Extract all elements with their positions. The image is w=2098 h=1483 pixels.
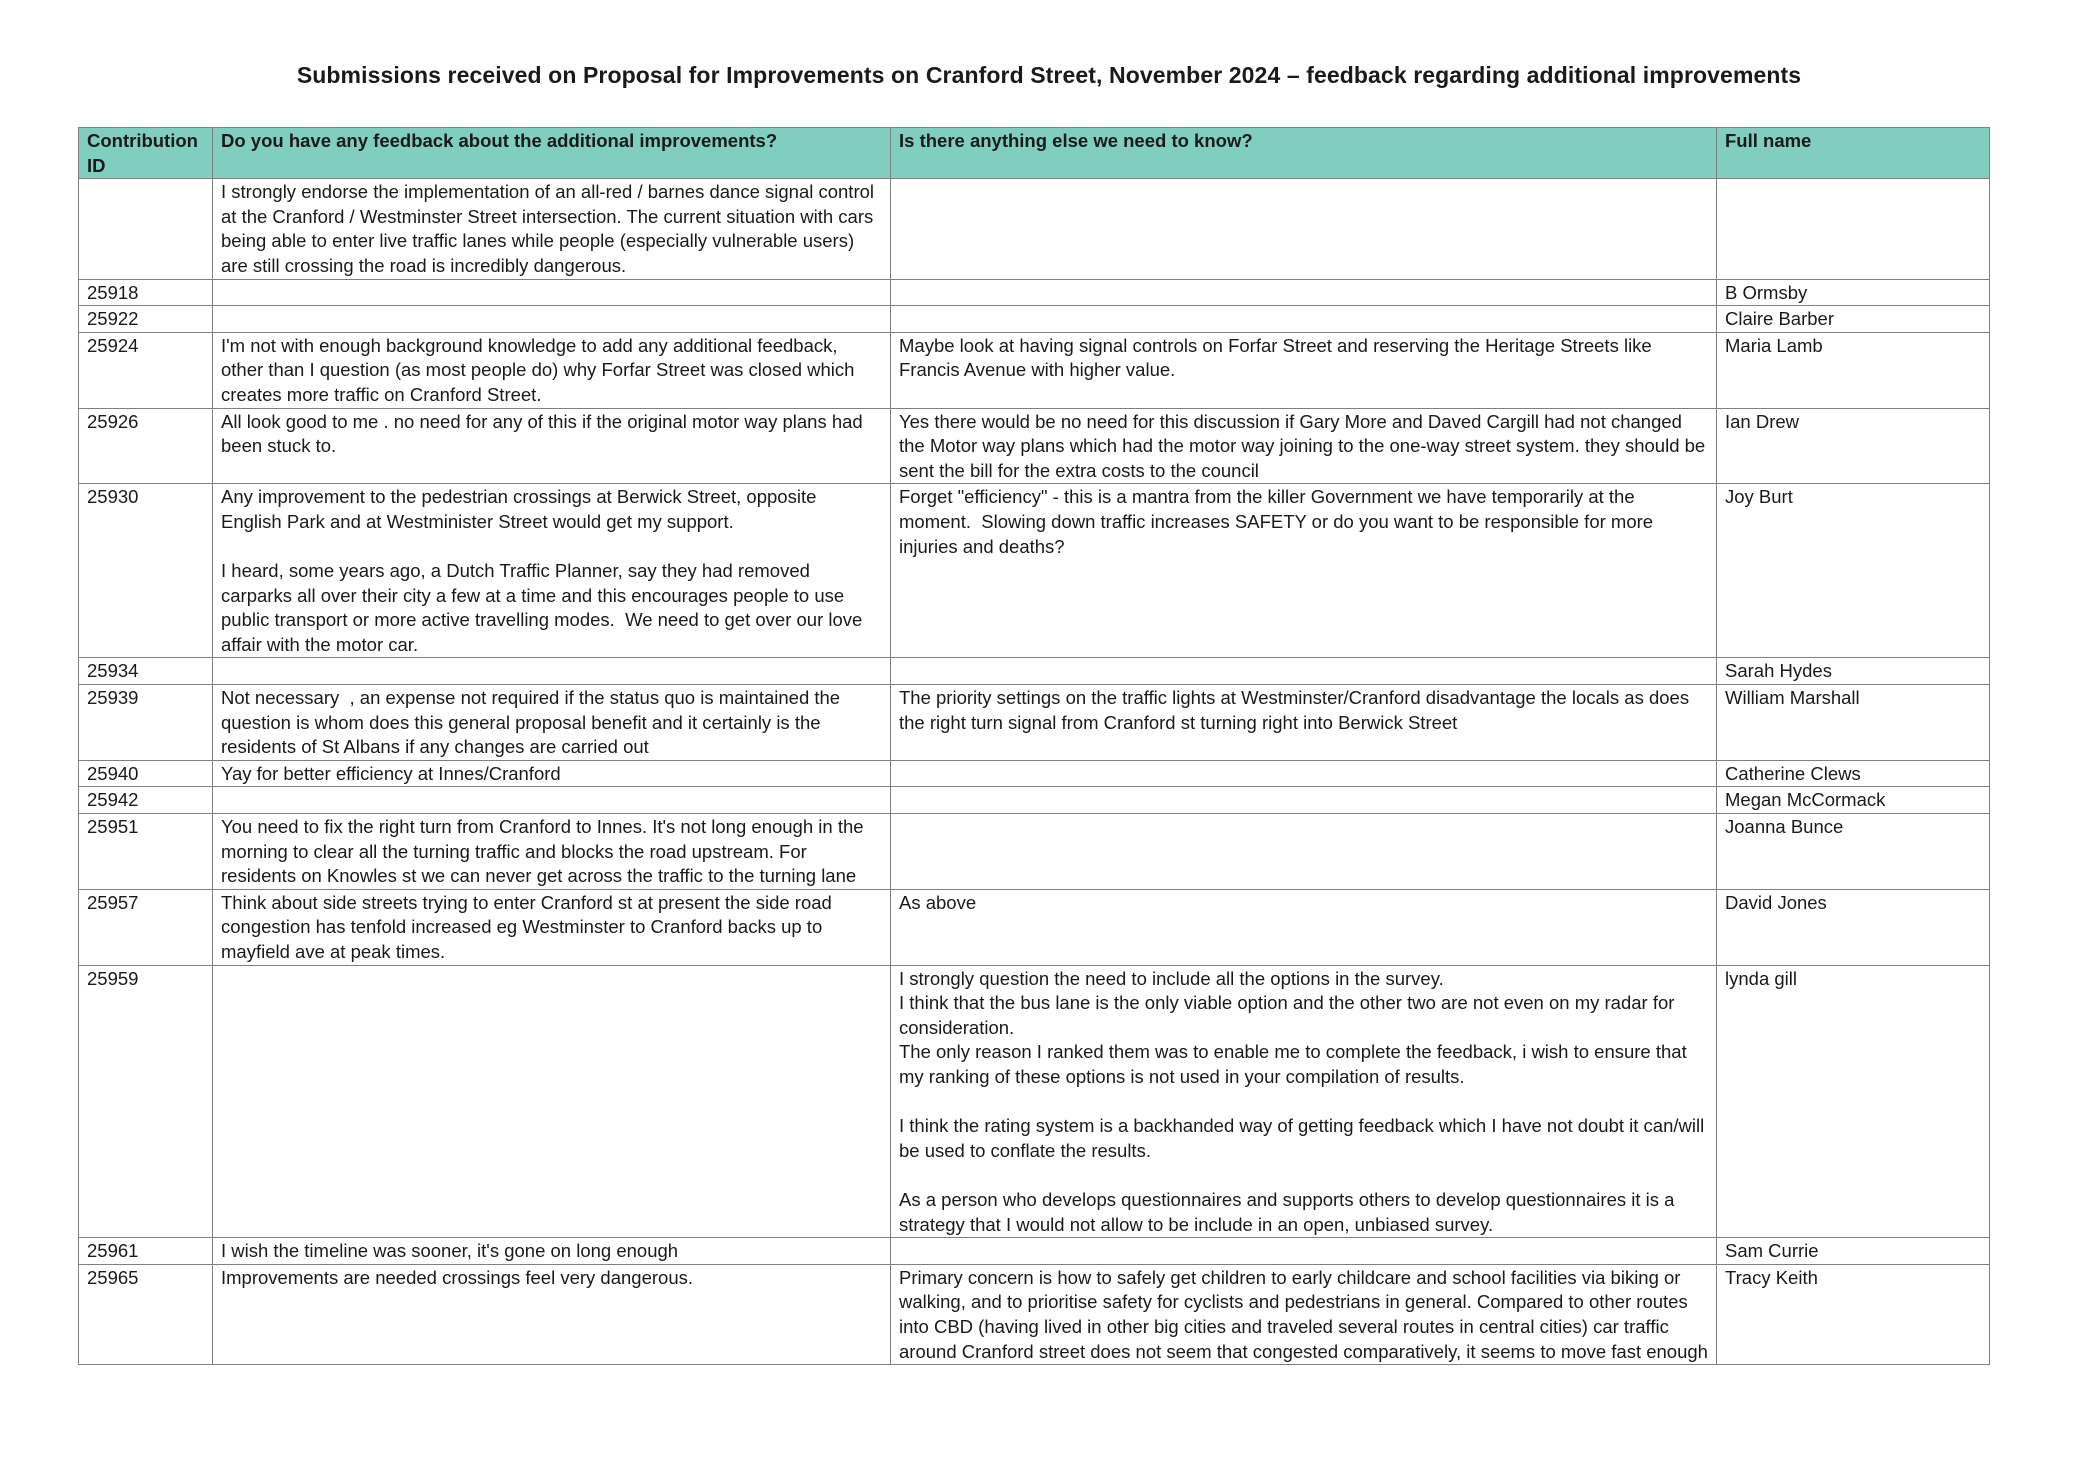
full-name-cell: Joanna Bunce <box>1717 814 1990 890</box>
table-row <box>79 408 1990 484</box>
header-anything-else: Is there anything else we need to know? <box>891 128 1717 179</box>
table-row <box>79 484 1990 658</box>
contribution-id-cell: 25922 <box>79 306 213 333</box>
contribution-id-cell: 25961 <box>79 1238 213 1265</box>
full-name-cell: B Ormsby <box>1717 279 1990 306</box>
full-name-cell: David Jones <box>1717 889 1990 965</box>
full-name-cell: Claire Barber <box>1717 306 1990 333</box>
feedback-cell <box>213 279 891 306</box>
table-row <box>79 1238 1990 1265</box>
table-row <box>79 332 1990 408</box>
contribution-id-cell: 25951 <box>79 814 213 890</box>
feedback-cell: I'm not with enough background knowledge to add any additional feedback, other than I question (as most people do) why Forfar Street was closed which creates more traffic on Cranford Street. <box>213 332 891 408</box>
other-info-cell: The priority settings on the traffic lights at Westminster/Cranford disadvantage the locals as does the right turn signal from Cranford st turning right into Berwick Street <box>891 685 1717 761</box>
full-name-cell: William Marshall <box>1717 685 1990 761</box>
full-name-cell <box>1717 179 1990 279</box>
contribution-id-cell: 25942 <box>79 787 213 814</box>
table-row <box>79 760 1990 787</box>
feedback-cell: Improvements are needed crossings feel very dangerous. <box>213 1264 891 1364</box>
contribution-id-cell: 25930 <box>79 484 213 658</box>
header-row <box>79 128 1990 179</box>
contribution-id-cell: 25957 <box>79 889 213 965</box>
full-name-cell: Tracy Keith <box>1717 1264 1990 1364</box>
feedback-cell: I strongly endorse the implementation of an all-red / barnes dance signal control at the Cranford / Westminster Street intersection. The current situation with cars being able to enter live traffic lanes while people (especially vulnerable users) are still crossing the road is incredibly dangerous. <box>213 179 891 279</box>
feedback-cell <box>213 658 891 685</box>
contribution-id-cell: 25918 <box>79 279 213 306</box>
table-row <box>79 787 1990 814</box>
full-name-cell: Maria Lamb <box>1717 332 1990 408</box>
header-full-name: Full name <box>1717 128 1990 179</box>
full-name-cell: Joy Burt <box>1717 484 1990 658</box>
other-info-cell: Yes there would be no need for this discussion if Gary More and Daved Cargill had not changed the Motor way plans which had the motor way joining to the one-way street system. they should be sent the bill for the extra costs to the council <box>891 408 1717 484</box>
full-name-cell: Megan McCormack <box>1717 787 1990 814</box>
table-row <box>79 279 1990 306</box>
other-info-cell: Maybe look at having signal controls on Forfar Street and reserving the Heritage Streets like Francis Avenue with higher value. <box>891 332 1717 408</box>
other-info-cell: Forget "efficiency" - this is a mantra from the killer Government we have temporarily at the moment. Slowing down traffic increases SAFETY or do you want to be responsible for more injuries and deaths? <box>891 484 1717 658</box>
feedback-cell: I wish the timeline was sooner, it's gone on long enough <box>213 1238 891 1265</box>
contribution-id-cell: 25965 <box>79 1264 213 1364</box>
header-feedback: Do you have any feedback about the additional improvements? <box>213 128 891 179</box>
other-info-cell <box>891 760 1717 787</box>
feedback-cell <box>213 787 891 814</box>
feedback-cell: Yay for better efficiency at Innes/Cranford <box>213 760 891 787</box>
table-row <box>79 1264 1990 1364</box>
contribution-id-cell <box>79 179 213 279</box>
table-row <box>79 685 1990 761</box>
table-row <box>79 814 1990 890</box>
full-name-cell: Sam Currie <box>1717 1238 1990 1265</box>
other-info-cell <box>891 658 1717 685</box>
feedback-cell: All look good to me . no need for any of this if the original motor way plans had been stuck to. <box>213 408 891 484</box>
feedback-cell <box>213 306 891 333</box>
submissions-table <box>78 127 1990 1365</box>
other-info-cell: Primary concern is how to safely get children to early childcare and school facilities via biking or walking, and to prioritise safety for cyclists and pedestrians in general. Compared to other routes into CBD (having lived in other big cities and traveled several routes in central cities) car traffic around Cranford street does not seem that congested comparatively, it seems to move fast enough <box>891 1264 1717 1364</box>
table-row <box>79 306 1990 333</box>
other-info-cell: I strongly question the need to include all the options in the survey. I think that the bus lane is the only viable option and the other two are not even on my radar for consideration. The only reason I ranked them was to enable me to complete the feedback, i wish to ensure that my ranking of these options is not used in your compilation of results. I think the rating system is a backhanded way of getting feedback which I have not doubt it can/will be used to conflate the results. As a person who develops questionnaires and supports others to develop questionnaires it is a strategy that I would not allow to be include in an open, unbiased survey. <box>891 965 1717 1238</box>
other-info-cell: As above <box>891 889 1717 965</box>
feedback-cell: Not necessary , an expense not required if the status quo is maintained the question is whom does this general proposal benefit and it certainly is the residents of St Albans if any changes are carried out <box>213 685 891 761</box>
document-title: Submissions received on Proposal for Improvements on Cranford Street, November 2024 – feedback regarding additional improvements <box>296 62 1802 88</box>
feedback-cell: You need to fix the right turn from Cranford to Innes. It's not long enough in the morning to clear all the turning traffic and blocks the road upstream. For residents on Knowles st we can never get across the traffic to the turning lane <box>213 814 891 890</box>
other-info-cell <box>891 179 1717 279</box>
feedback-cell <box>213 965 891 1238</box>
full-name-cell: lynda gill <box>1717 965 1990 1238</box>
contribution-id-cell: 25934 <box>79 658 213 685</box>
contribution-id-cell: 25959 <box>79 965 213 1238</box>
contribution-id-cell: 25940 <box>79 760 213 787</box>
full-name-cell: Ian Drew <box>1717 408 1990 484</box>
table-row <box>79 658 1990 685</box>
contribution-id-cell: 25926 <box>79 408 213 484</box>
contribution-id-cell: 25924 <box>79 332 213 408</box>
table-row <box>79 179 1990 279</box>
full-name-cell: Sarah Hydes <box>1717 658 1990 685</box>
header-contribution-id: Contribution ID <box>79 128 213 179</box>
table-row <box>79 965 1990 1238</box>
full-name-cell: Catherine Clews <box>1717 760 1990 787</box>
other-info-cell <box>891 306 1717 333</box>
feedback-cell: Think about side streets trying to enter Cranford st at present the side road congestion has tenfold increased eg Westminster to Cranford backs up to mayfield ave at peak times. <box>213 889 891 965</box>
other-info-cell <box>891 814 1717 890</box>
table-header <box>79 128 1990 179</box>
other-info-cell <box>891 279 1717 306</box>
table-body <box>79 179 1990 1365</box>
other-info-cell <box>891 787 1717 814</box>
contribution-id-cell: 25939 <box>79 685 213 761</box>
feedback-cell: Any improvement to the pedestrian crossings at Berwick Street, opposite English Park and at Westminister Street would get my support. I heard, some years ago, a Dutch Traffic Planner, say they had removed carparks all over their city a few at a time and this encourages people to use public transport or more active travelling modes. We need to get over our love affair with the motor car. <box>213 484 891 658</box>
table-row <box>79 889 1990 965</box>
other-info-cell <box>891 1238 1717 1265</box>
